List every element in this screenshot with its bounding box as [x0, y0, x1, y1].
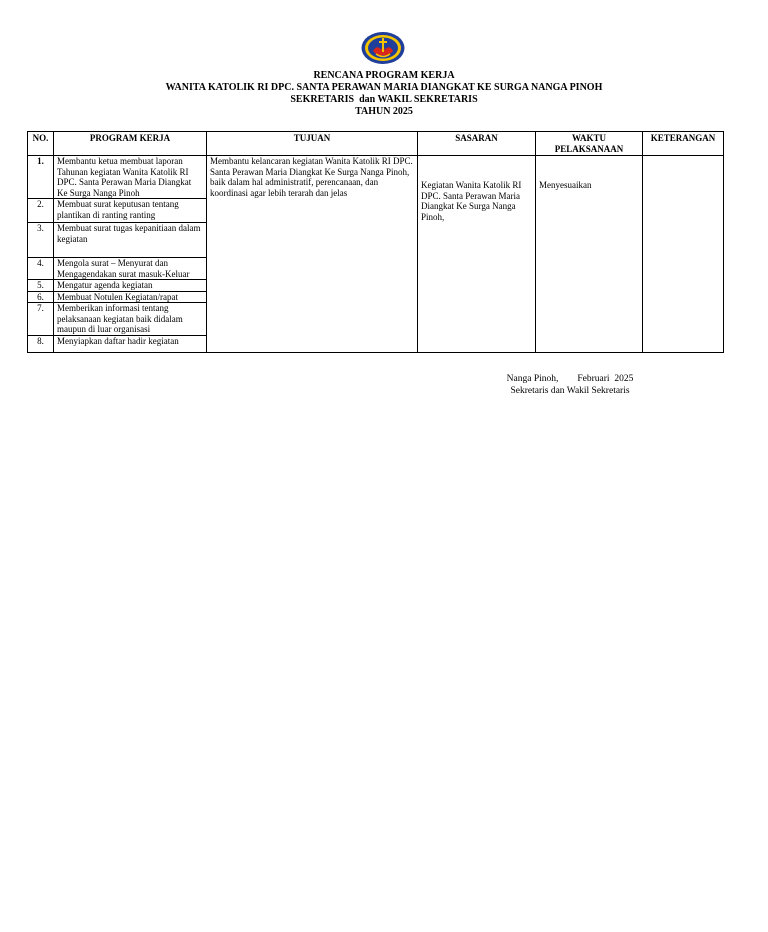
row-program: Memberikan informasi tentang pelaksanaan kegiatan baik didalam maupun di luar organisasi: [54, 303, 207, 336]
organization-logo-icon: [361, 31, 405, 65]
row-no: 7.: [28, 303, 54, 336]
header-waktu: [536, 132, 643, 156]
row-no: 5.: [28, 280, 54, 292]
program-table: [27, 131, 724, 353]
document-title: [0, 70, 768, 118]
row-program: Membuat Notulen Kegiatan/rapat: [54, 291, 207, 303]
signature-block: [490, 373, 650, 397]
signature-role: Sekretaris dan Wakil Sekretaris: [510, 386, 630, 396]
row-no: 3.: [28, 223, 54, 258]
table-row: [28, 156, 724, 199]
tujuan-cell: Membantu kelancaran kegiatan Wanita Katolik RI DPC. Santa Perawan Maria Diangkat Ke Surga Nanga Pinoh, baik dalam hal administratif, perencanaan, dan koordinasi agar lebih terarah dan jelas: [207, 156, 418, 353]
row-no: 8.: [28, 335, 54, 352]
header-no: NO.: [28, 132, 54, 156]
header-waktu-line2: PELAKSANAAN: [554, 143, 624, 154]
row-no: 4.: [28, 258, 54, 280]
header-tujuan: TUJUAN: [207, 132, 418, 156]
header-program: PROGRAM KERJA: [54, 132, 207, 156]
keterangan-cell: [643, 156, 724, 353]
header-keterangan: KETERANGAN: [643, 132, 724, 156]
signature-place-date: Nanga Pinoh, Februari 2025: [506, 374, 634, 384]
title-line-2: WANITA KATOLIK RI DPC. SANTA PERAWAN MARIA DIANGKAT KE SURGA NANGA PINOH: [165, 82, 603, 93]
sasaran-cell: Kegiatan Wanita Katolik RI DPC. Santa Perawan Maria Diangkat Ke Surga Nanga Pinoh,: [418, 156, 536, 353]
table-header-row: [28, 132, 724, 156]
row-no: 2.: [28, 199, 54, 223]
title-line-4: TAHUN 2025: [355, 106, 413, 117]
row-program: Menyiapkan daftar hadir kegiatan: [54, 335, 207, 352]
header-waktu-line1: WAKTU: [571, 133, 606, 143]
row-program: Membuat surat keputusan tentang plantikan di ranting ranting: [54, 199, 207, 223]
title-line-1: RENCANA PROGRAM KERJA: [313, 70, 455, 81]
row-no: 1.: [28, 156, 54, 199]
row-program: Mengatur agenda kegiatan: [54, 280, 207, 292]
header-sasaran: SASARAN: [418, 132, 536, 156]
row-program: Membuat surat tugas kepanitiaan dalam kegiatan: [54, 223, 207, 258]
row-program: Mengola surat – Menyurat dan Mengagendakan surat masuk-Keluar: [54, 258, 207, 280]
row-program: Membantu ketua membuat laporan Tahunan kegiatan Wanita Katolik RI DPC. Santa Perawan Maria Diangkat Ke Surga Nanga Pinoh: [54, 156, 207, 199]
row-no: 6.: [28, 291, 54, 303]
waktu-cell: Menyesuaikan: [536, 156, 643, 353]
title-line-3: SEKRETARIS dan WAKIL SEKRETARIS: [290, 94, 478, 105]
